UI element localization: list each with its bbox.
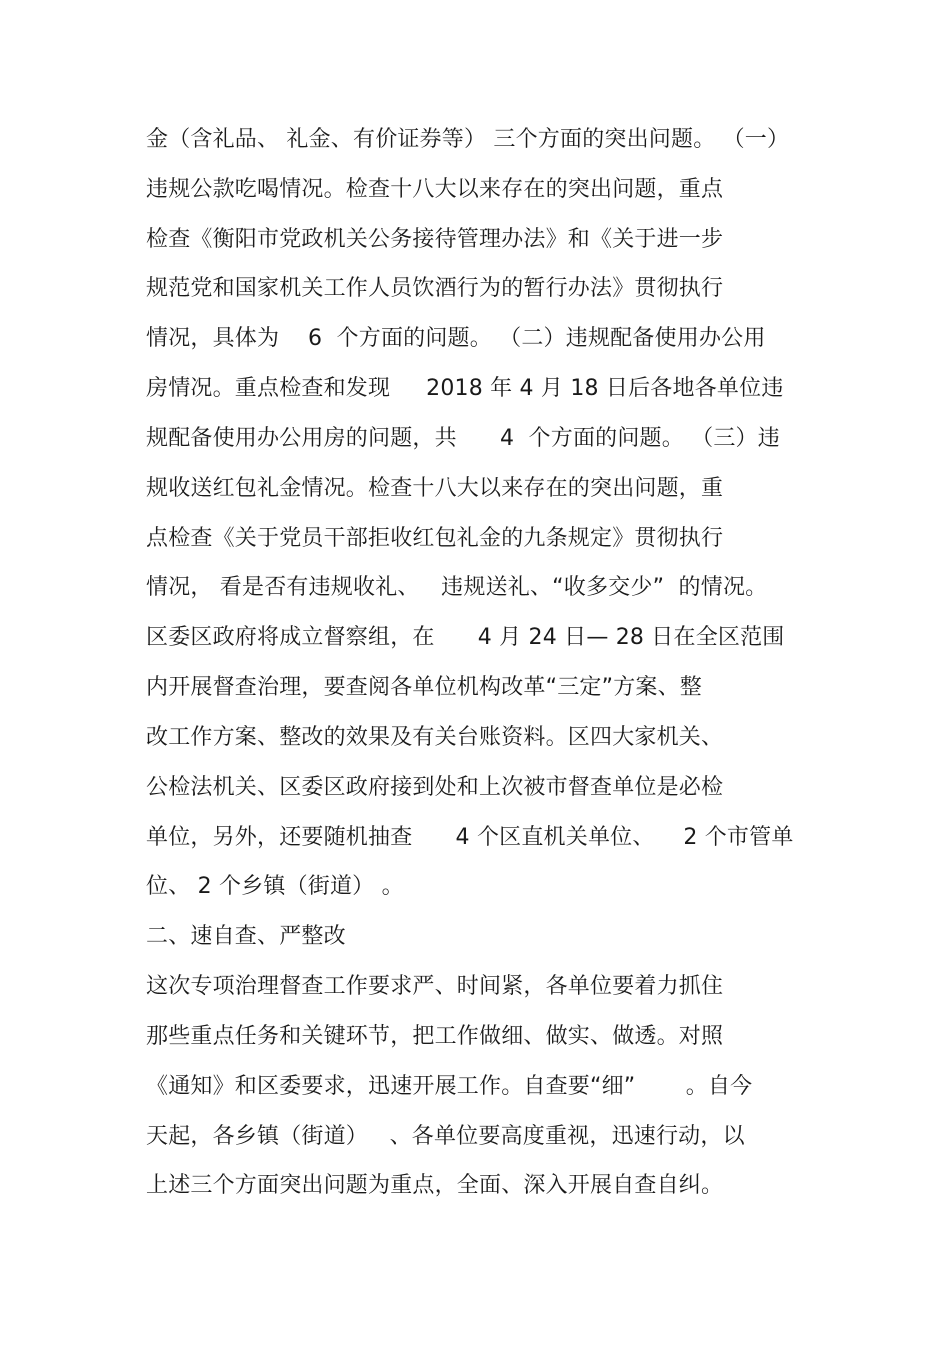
text-line: 《通知》和区委要求，迅速开展工作。自查要“细” 。自今	[146, 1074, 753, 1099]
text-line: 规收送红包礼金情况。检查十八大以来存在的突出问题，重	[146, 476, 724, 501]
text-line: 违规公款吃喝情况。检查十八大以来存在的突出问题，重点	[146, 177, 724, 202]
text-line: 情况， 看是否有违规收礼、 违规送礼、“收多交少” 的情况。	[146, 575, 768, 600]
text-line: 情况，具体为 6 个方面的问题。 （二）违规配备使用办公用	[146, 326, 766, 351]
text-line: 位、 2 个乡镇（街道） 。	[146, 874, 404, 899]
text-line: 那些重点任务和关键环节，把工作做细、做实、做透。对照	[146, 1024, 724, 1049]
text-line: 单位，另外，还要随机抽查 4 个区直机关单位、 2 个市管单	[146, 825, 794, 850]
text-line: 规配备使用办公用房的问题，共 4 个方面的问题。 （三）违	[146, 426, 780, 451]
text-line: 金（含礼品、 礼金、有价证券等） 三个方面的突出问题。 （一）	[146, 127, 790, 152]
text-line: 规范党和国家机关工作人员饮酒行为的暂行办法》贯彻执行	[146, 276, 724, 301]
text-line: 天起，各乡镇（街道） 、各单位要高度重视，迅速行动，以	[146, 1124, 745, 1149]
text-line: 公检法机关、区委区政府接到处和上次被市督查单位是必检	[146, 775, 724, 800]
text-line: 点检查《关于党员干部拒收红包礼金的九条规定》贯彻执行	[146, 526, 724, 551]
text-line: 房情况。重点检查和发现 2018 年 4 月 18 日后各地各单位违	[146, 376, 784, 401]
text-line: 内开展督查治理，要查阅各单位机构改革“三定”方案、整	[146, 675, 702, 700]
text-line: 检查《衡阳市党政机关公务接待管理办法》和《关于进一步	[146, 227, 724, 252]
text-line: 上述三个方面突出问题为重点，全面、深入开展自查自纠。	[146, 1173, 724, 1198]
text-line: 改工作方案、整改的效果及有关台账资料。区四大家机关、	[146, 725, 724, 750]
section-heading: 二、速自查、严整改	[146, 924, 346, 949]
text-line: 区委区政府将成立督察组，在 4 月 24 日— 28 日在全区范围	[146, 625, 785, 650]
text-line: 这次专项治理督查工作要求严、时间紧，各单位要着力抓住	[146, 974, 724, 999]
